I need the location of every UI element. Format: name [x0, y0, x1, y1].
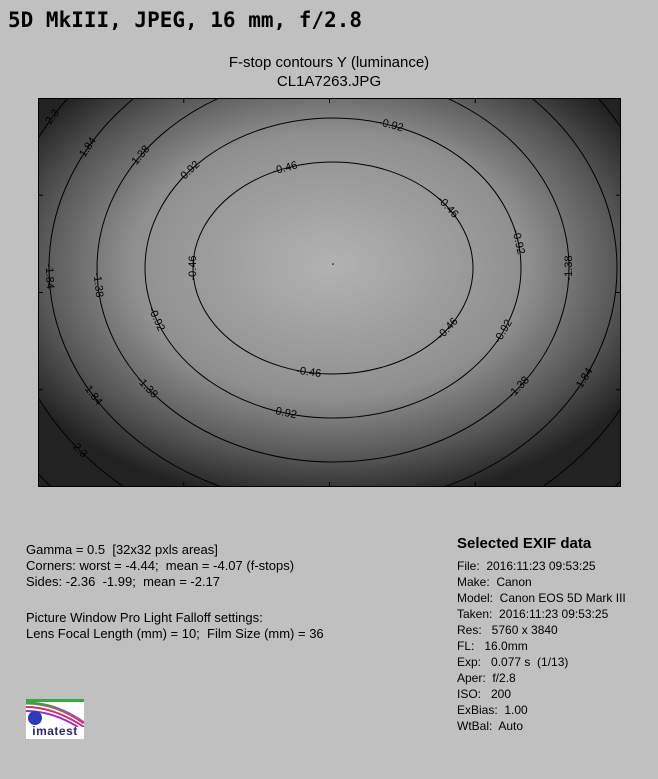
exif-title: Selected EXIF data	[457, 535, 592, 552]
contour-label: -2.3	[67, 438, 90, 461]
contour-label: -1.84	[42, 263, 56, 290]
contour-label: -1.38	[134, 374, 161, 401]
exif-row: File: 2016:11:23 09:53:25	[457, 559, 596, 573]
chart-title: F-stop contours Y (luminance)	[228, 54, 430, 71]
contour-label: -0.92	[145, 305, 168, 334]
imatest-logo-icon	[26, 699, 84, 727]
pwp-settings-values: Lens Focal Length (mm) = 10; Film Size (mm) = 36	[26, 626, 324, 641]
exif-row: Res: 5760 x 3840	[457, 623, 558, 637]
exif-row: Model: Canon EOS 5D Mark III	[457, 591, 626, 605]
exif-list	[457, 558, 626, 734]
contour-label: -0.46	[434, 315, 461, 343]
exif-row: FL: 16.0mm	[457, 639, 528, 653]
contour-label: -1.38	[505, 374, 532, 401]
imatest-logo-text: imatest	[32, 724, 78, 738]
contour-label: -0.92	[509, 228, 527, 256]
plot-background	[38, 98, 621, 487]
contour-label: -1.38	[563, 255, 575, 281]
contour-label: -0.92	[270, 404, 298, 422]
contour-label: -1.38	[126, 143, 153, 171]
exif-row: Taken: 2016:11:23 09:53:25	[457, 607, 609, 621]
exif-row: Exp: 0.077 s (1/13)	[457, 655, 569, 669]
exif-row: ISO: 200	[457, 687, 512, 701]
contour-label: -0.92	[175, 158, 203, 185]
exif-row: Aper: f/2.8	[457, 671, 516, 685]
contour-label: -0.46	[434, 193, 461, 221]
contour-label: -1.84	[74, 135, 100, 163]
gamma-text: Gamma = 0.5 [32x32 pxls areas]	[26, 542, 218, 557]
sides-text: Sides: -2.36 -1.99; mean = -2.17	[26, 574, 221, 589]
page-title: 5D MkIII, JPEG, 16 mm, f/2.8	[8, 8, 363, 32]
contour-label: -0.46	[271, 159, 299, 178]
contour-label: -0.46	[187, 255, 199, 281]
center-point	[332, 263, 334, 265]
contour-label: -1.84	[79, 380, 105, 408]
contour-label: -2.3	[40, 107, 62, 130]
pwp-settings-title: Picture Window Pro Light Falloff settings:	[26, 610, 263, 625]
corners-text: Corners: worst = -4.44; mean = -4.07 (f-stops)	[26, 558, 295, 573]
imatest-logo	[26, 699, 84, 739]
exif-row: WtBal: Auto	[457, 719, 524, 733]
contour-label: -1.38	[90, 271, 106, 299]
chart-subtitle: CL1A7263.JPG	[276, 73, 382, 90]
contour-label: -0.92	[491, 317, 515, 346]
exif-row: ExBias: 1.00	[457, 703, 528, 717]
contour-label: -0.92	[377, 116, 405, 135]
contour-plot	[38, 98, 621, 487]
exif-row: Make: Canon	[457, 575, 532, 589]
contour-label: -1.84	[571, 365, 596, 394]
contour-label: -0.46	[295, 364, 322, 380]
